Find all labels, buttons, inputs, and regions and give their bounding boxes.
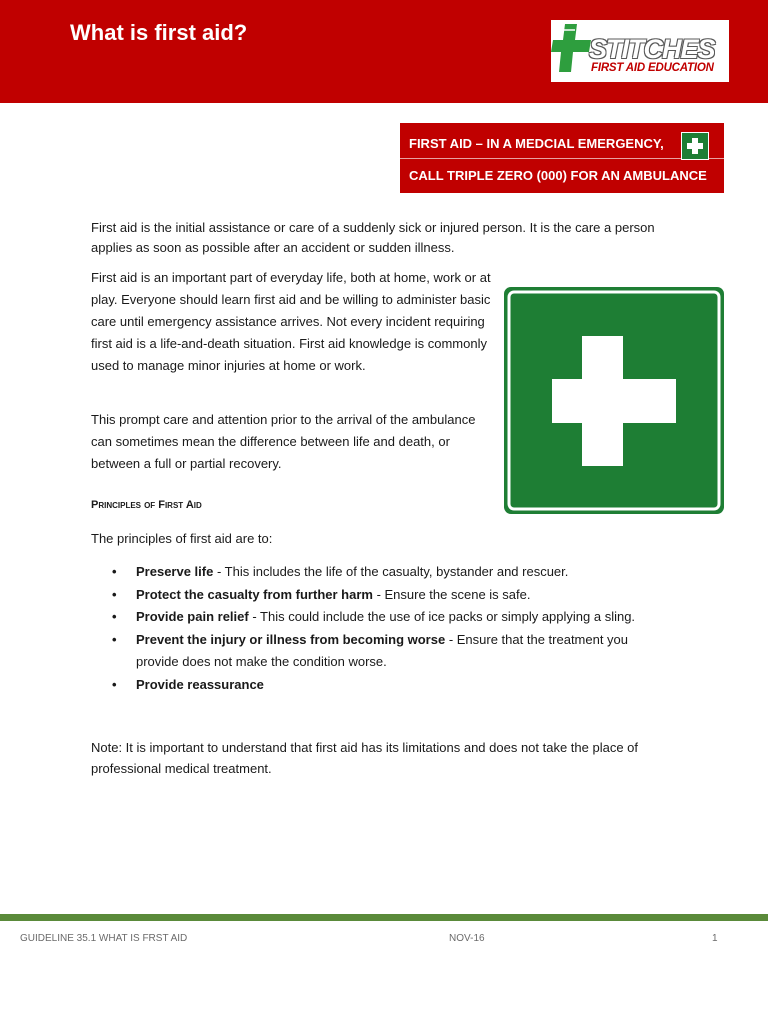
principle-title: Provide pain relief xyxy=(136,609,249,624)
principle-text: - This could include the use of ice packs or simply applying a sling. xyxy=(248,609,636,624)
everyday-paragraph: First aid is an important part of everyday life, both at home, work or at play. Everyone should learn first aid and be willing to administer basic care until emergency assistance arrives. Not every incident requiring first aid is a life-and-death situation. First aid knowledge is commonly used to manage minor injuries at home or work. xyxy=(91,270,491,373)
footer-date: NOV-16 xyxy=(449,933,485,944)
note-paragraph: Note: It is important to understand that first aid has its limitations and does not take the place of professional medical treatment. xyxy=(91,740,639,776)
bullet-icon: • xyxy=(112,609,117,624)
stitches-logo xyxy=(551,20,729,82)
header-band xyxy=(0,0,768,103)
prompt-care-paragraph: This prompt care and attention prior to the arrival of the ambulance can sometimes mean the difference between life and death, or between a full or partial recovery. xyxy=(91,412,476,471)
intro-paragraph: First aid is the initial assistance or care of a suddenly sick or injured person. It is the care a person applies as soon as possible after an accident or sudden illness. xyxy=(91,220,655,255)
emergency-callout xyxy=(400,123,724,193)
bullet-icon: • xyxy=(112,586,117,602)
logo-title: STITCHES xyxy=(589,34,715,64)
page-title: What is first aid? xyxy=(70,20,248,45)
list-item xyxy=(112,629,672,674)
footer-guideline: GUIDELINE 35.1 WHAT IS FRST AID xyxy=(20,933,188,944)
first-aid-cross-icon xyxy=(681,132,709,160)
principle-text: - Ensure the scene is safe. xyxy=(372,586,531,602)
footer-page-number: 1 xyxy=(712,933,718,944)
first-aid-sign-icon xyxy=(504,287,724,514)
principle-title: Prevent the injury or illness from becoming worse xyxy=(136,631,446,647)
list-item xyxy=(112,674,672,697)
bullet-icon: • xyxy=(112,564,117,579)
bullet-icon: • xyxy=(112,676,117,692)
principle-title: Preserve life xyxy=(136,564,214,579)
principle-text: - Ensure that the treatment you provide does not make the condition worse. xyxy=(136,631,629,669)
emergency-line-2: CALL TRIPLE ZERO (000) FOR AN AMBULANCE xyxy=(409,168,707,183)
footer-divider xyxy=(0,914,768,921)
principles-intro: The principles of first aid are to: xyxy=(91,531,273,546)
list-item xyxy=(112,584,672,607)
principles-heading: Principles of First Aid xyxy=(91,499,202,511)
list-item xyxy=(112,561,672,584)
principles-list xyxy=(112,561,672,696)
emergency-line-1: FIRST AID – IN A MEDCIAL EMERGENCY, xyxy=(409,136,664,151)
principle-text: - This includes the life of the casualty, bystander and rescuer. xyxy=(213,564,569,579)
principle-title: Protect the casualty from further harm xyxy=(136,586,373,602)
emergency-divider xyxy=(400,158,724,159)
principle-title: Provide reassurance xyxy=(136,676,264,692)
list-item xyxy=(112,606,672,629)
bullet-icon: • xyxy=(112,631,117,647)
logo-subtitle: FIRST AID EDUCATION xyxy=(591,62,714,74)
